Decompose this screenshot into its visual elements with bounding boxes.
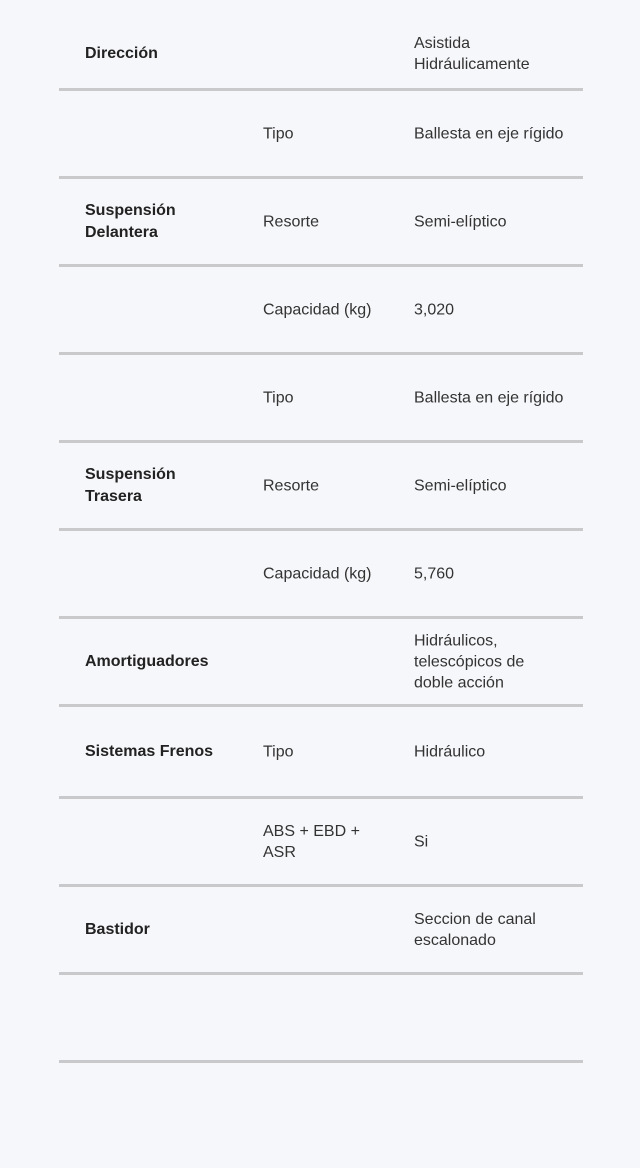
table-row bbox=[59, 179, 583, 267]
row-section: Suspensión Trasera bbox=[85, 465, 176, 505]
table-row bbox=[59, 975, 583, 1063]
row-value: Asistida Hidráulicamente bbox=[414, 35, 530, 73]
row-label: Tipo bbox=[263, 389, 294, 406]
table-row bbox=[59, 267, 583, 355]
row-value: 5,760 bbox=[414, 565, 455, 582]
table-row bbox=[59, 887, 583, 975]
table-row bbox=[59, 91, 583, 179]
table-row bbox=[59, 355, 583, 443]
table-row bbox=[59, 20, 583, 91]
row-value: Si bbox=[414, 833, 429, 850]
row-value: Semi-elíptico bbox=[414, 477, 507, 494]
row-section: Amortiguadores bbox=[85, 652, 209, 670]
row-value: Hidráulicos, telescópicos de doble acción bbox=[414, 632, 525, 691]
table-row bbox=[59, 619, 583, 707]
table-row bbox=[59, 707, 583, 799]
table-row bbox=[59, 443, 583, 531]
table-row bbox=[59, 531, 583, 619]
row-value: 3,020 bbox=[414, 301, 455, 318]
row-label: Capacidad (kg) bbox=[263, 301, 372, 318]
row-section: Sistemas Frenos bbox=[85, 742, 214, 760]
row-label: Tipo bbox=[263, 743, 294, 760]
row-label: Resorte bbox=[263, 477, 320, 494]
row-value: Ballesta en eje rígido bbox=[414, 125, 564, 142]
row-section: Dirección bbox=[85, 45, 158, 62]
table-row bbox=[59, 799, 583, 887]
row-value: Hidráulico bbox=[414, 743, 486, 760]
row-label: Resorte bbox=[263, 213, 320, 230]
row-section: Suspensión Delantera bbox=[85, 201, 176, 241]
row-section: Bastidor bbox=[85, 920, 150, 938]
row-label: Capacidad (kg) bbox=[263, 565, 372, 582]
row-value: Semi-elíptico bbox=[414, 213, 507, 230]
row-value: Seccion de canal escalonado bbox=[414, 910, 536, 949]
row-value: Ballesta en eje rígido bbox=[414, 389, 564, 406]
row-label: ABS + EBD + ASR bbox=[263, 822, 360, 861]
row-label: Tipo bbox=[263, 125, 294, 142]
